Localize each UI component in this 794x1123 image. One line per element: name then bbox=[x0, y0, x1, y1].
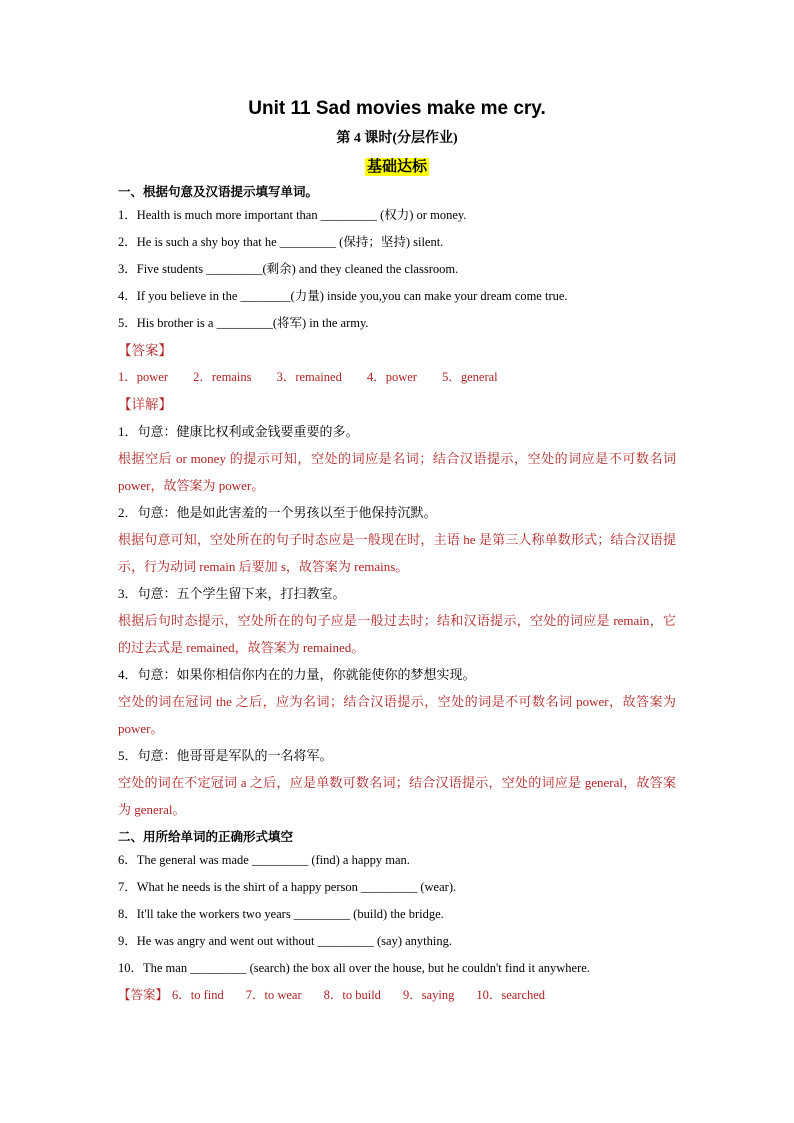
level-heading bbox=[118, 152, 676, 182]
answer-item: 7．to wear bbox=[245, 988, 302, 1002]
sentence-meaning: 2．句意：他是如此害羞的一个男孩以至于他保持沉默。 bbox=[118, 505, 437, 520]
explanation: 根据后句时态提示，空处所在的句子应是一般过去时；结和汉语提示，空处的词应是 remain，它的过去式是 remained，故答案为 remained。 bbox=[118, 613, 676, 655]
question-item: 2．He is such a shy boy that he _________ (保持；坚持) silent. bbox=[118, 235, 444, 249]
answer-item: 9．saying bbox=[402, 988, 455, 1002]
explanation: 空处的词在不定冠词 a 之后，应是单数可数名词；结合汉语提示，空处的词应是 general，故答案为 general。 bbox=[118, 775, 676, 817]
page-title: Unit 11 Sad movies make me cry. bbox=[248, 98, 546, 119]
section2-heading: 二、用所给单词的正确形式填空 bbox=[118, 830, 294, 844]
answer-label: 【答案】 bbox=[118, 343, 172, 358]
section1-heading: 一、根据句意及汉语提示填写单词。 bbox=[118, 185, 319, 199]
question-item: 4．If you believe in the ________(力量) inside you,you can make your dream come true. bbox=[118, 289, 568, 303]
answer-item: 6．to find bbox=[172, 988, 224, 1002]
question-item: 5．His brother is a _________(将军) in the army. bbox=[118, 316, 369, 330]
question-item: 1．Health is much more important than _________ (权力) or money. bbox=[118, 208, 467, 222]
lesson-subtitle: 第 4 课时(分层作业) bbox=[336, 131, 458, 146]
sentence-meaning: 3．句意：五个学生留下来，打扫教室。 bbox=[118, 586, 346, 601]
answer-item: 5．general bbox=[442, 370, 498, 384]
answer-label: 【答案】 bbox=[118, 988, 169, 1002]
sentence-meaning: 1．句意：健康比权利或金钱要重要的多。 bbox=[118, 424, 359, 439]
answer-item: 8．to build bbox=[323, 988, 381, 1002]
question-item: 8．It'll take the workers two years _________ (build) the bridge. bbox=[118, 907, 444, 921]
sentence-meaning: 4．句意：如果你相信你内在的力量，你就能使你的梦想实现。 bbox=[118, 667, 476, 682]
question-item: 3．Five students _________(剩余) and they cleaned the classroom. bbox=[118, 262, 459, 276]
question-item: 10．The man _________ (search) the box all over the house, but he couldn't find it anywhere. bbox=[118, 961, 590, 975]
answer-item: 4．power bbox=[366, 370, 417, 384]
worksheet-page bbox=[118, 92, 676, 1009]
answer-item: 3．remained bbox=[276, 370, 342, 384]
answer-list bbox=[118, 364, 676, 391]
explanation: 空处的词在冠词 the 之后，应为名词；结合汉语提示，空处的词是不可数名词 power，故答案为 power。 bbox=[118, 694, 676, 736]
answer-item: 10．searched bbox=[476, 988, 546, 1002]
explanation: 根据句意可知，空处所在的句子时态应是一般现在时，主语 he 是第三人称单数形式；结合汉语提示，行为动词 remain 后要加 s，故答案为 remains。 bbox=[118, 532, 676, 574]
answer-item: 1．power bbox=[118, 370, 168, 384]
answer-item: 2．remains bbox=[193, 370, 252, 384]
answer-list bbox=[118, 982, 676, 1009]
question-item: 6．The general was made _________ (find) a happy man. bbox=[118, 853, 410, 867]
question-item: 7．What he needs is the shirt of a happy person _________ (wear). bbox=[118, 880, 457, 894]
explanation: 根据空后 or money 的提示可知，空处的词应是名词；结合汉语提示，空处的词应是不可数名词 power，故答案为 power。 bbox=[118, 451, 676, 493]
question-item: 9．He was angry and went out without _________ (say) anything. bbox=[118, 934, 452, 948]
sentence-meaning: 5．句意：他哥哥是军队的一名将军。 bbox=[118, 748, 333, 763]
detail-label: 【详解】 bbox=[118, 397, 172, 412]
level-label: 基础达标 bbox=[366, 159, 427, 175]
